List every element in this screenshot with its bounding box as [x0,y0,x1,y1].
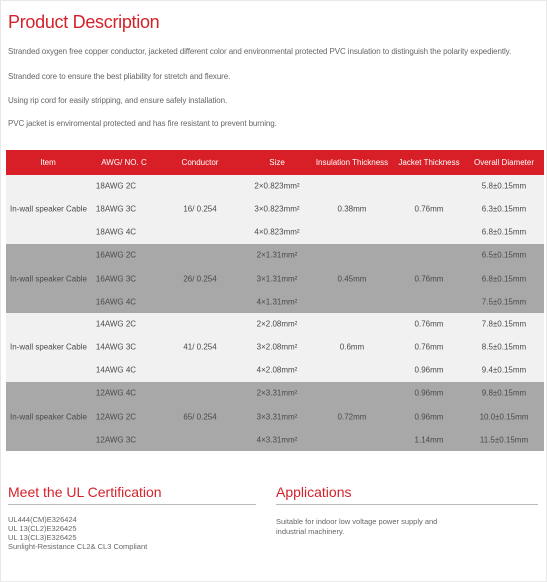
diameter-cell: 11.5±0.15mm [479,435,529,445]
certification-line: UL 13(CL3)E326425 [8,533,77,542]
diameter-cell: 8.5±0.15mm [481,342,527,352]
item-cell: In-wall speaker Cable [10,204,87,214]
insulation-cell: 0.45mm [337,274,367,284]
size-cell: 3×1.31mm² [256,274,298,284]
diameter-cell: 6.8±0.15mm [481,227,527,237]
insulation-cell: 0.38mm [337,204,367,214]
certification-line: UL444(CM)E326424 [8,515,77,524]
applications-line: industrial machinery. [276,527,345,536]
jacket-cell: 0.96mm [414,412,444,422]
awg-cell: 16AWG 4C [95,297,137,307]
awg-cell: 12AWG 3C [95,435,137,445]
awg-cell: 12AWG 4C [95,388,137,398]
header-size: Size [269,158,285,167]
item-cell: In-wall speaker Cable [10,412,87,422]
diameter-cell: 6.8±0.15mm [481,274,527,284]
certification-title: Meet the UL Certification [8,484,162,500]
table-group [6,382,544,451]
spec-table [6,150,544,450]
applications-divider [276,504,538,505]
diameter-cell: 10.0±0.15mm [479,412,529,422]
conductor-cell: 41/ 0.254 [183,342,217,352]
diameter-cell: 7.8±0.15mm [481,319,527,329]
size-cell: 4×3.31mm² [256,435,298,445]
jacket-cell: 0.76mm [414,274,444,284]
jacket-cell: 0.76mm [414,319,444,329]
size-cell: 2×3.31mm² [256,388,298,398]
item-cell: In-wall speaker Cable [10,274,87,284]
size-cell: 3×3.31mm² [256,412,298,422]
header-insulation: Insulation Thickness [315,158,389,167]
insulation-cell: 0.6mm [339,342,365,352]
diameter-cell: 5.8±0.15mm [481,181,527,191]
conductor-cell: 65/ 0.254 [183,412,217,422]
awg-cell: 12AWG 2C [95,412,137,422]
table-group [6,244,544,313]
jacket-cell: 0.96mm [414,388,444,398]
conductor-cell: 16/ 0.254 [183,204,217,214]
table-group [6,313,544,382]
size-cell: 2×2.08mm² [256,319,298,329]
header-conductor: Conductor [181,158,219,167]
jacket-cell: 0.76mm [414,204,444,214]
size-cell: 3×0.823mm² [254,204,300,214]
certification-divider [8,504,256,505]
table-header [6,150,544,175]
diameter-cell: 6.5±0.15mm [481,250,527,260]
header-diameter: Overall Diameter [473,158,535,167]
jacket-cell: 0.96mm [414,365,444,375]
awg-cell: 18AWG 3C [95,204,137,214]
awg-cell: 16AWG 2C [95,250,137,260]
description-line: Using rip cord for easily stripping, and ensure safely installation. [8,96,228,105]
awg-cell: 14AWG 2C [95,319,137,329]
size-cell: 3×2.08mm² [256,342,298,352]
size-cell: 2×1.31mm² [256,250,298,260]
header-awg: AWG/ NO. C [101,158,147,167]
certification-line: Sunlight-Resistance CL2& CL3 Compliant [8,542,148,551]
description-line: PVC jacket is enviromental protected and has fire resistant to prevent burning. [8,119,277,128]
insulation-cell: 0.72mm [337,412,367,422]
header-item: Item [40,158,56,167]
awg-cell: 18AWG 4C [95,227,137,237]
header-jacket: Jacket Thickness [398,158,460,167]
awg-cell: 14AWG 3C [95,342,137,352]
size-cell: 4×1.31mm² [256,297,298,307]
conductor-cell: 26/ 0.254 [183,274,217,284]
item-cell: In-wall speaker Cable [10,342,87,352]
description-line: Stranded oxygen free copper conductor, jacketed different color and environmental protected PVC insulation to distinguish the polarity expediently. [8,47,512,56]
diameter-cell: 9.8±0.15mm [481,388,527,398]
awg-cell: 18AWG 2C [95,181,137,191]
diameter-cell: 6.3±0.15mm [481,204,527,214]
jacket-cell: 1.14mm [414,435,444,445]
size-cell: 4×0.823mm² [254,227,300,237]
jacket-cell: 0.76mm [414,342,444,352]
certification-line: UL 13(CL2)E326425 [8,524,77,533]
table-group [6,175,544,244]
applications-title: Applications [276,484,352,500]
size-cell: 4×2.08mm² [256,365,298,375]
applications-line: Suitable for indoor low voltage power supply and [276,517,438,526]
awg-cell: 14AWG 4C [95,365,137,375]
diameter-cell: 7.5±0.15mm [481,297,527,307]
description-line: Stranded core to ensure the best pliability for stretch and flexure. [8,72,231,81]
page-title: Product Description [8,12,160,32]
awg-cell: 16AWG 3C [95,274,137,284]
diameter-cell: 9.4±0.15mm [481,365,527,375]
size-cell: 2×0.823mm² [254,181,300,191]
